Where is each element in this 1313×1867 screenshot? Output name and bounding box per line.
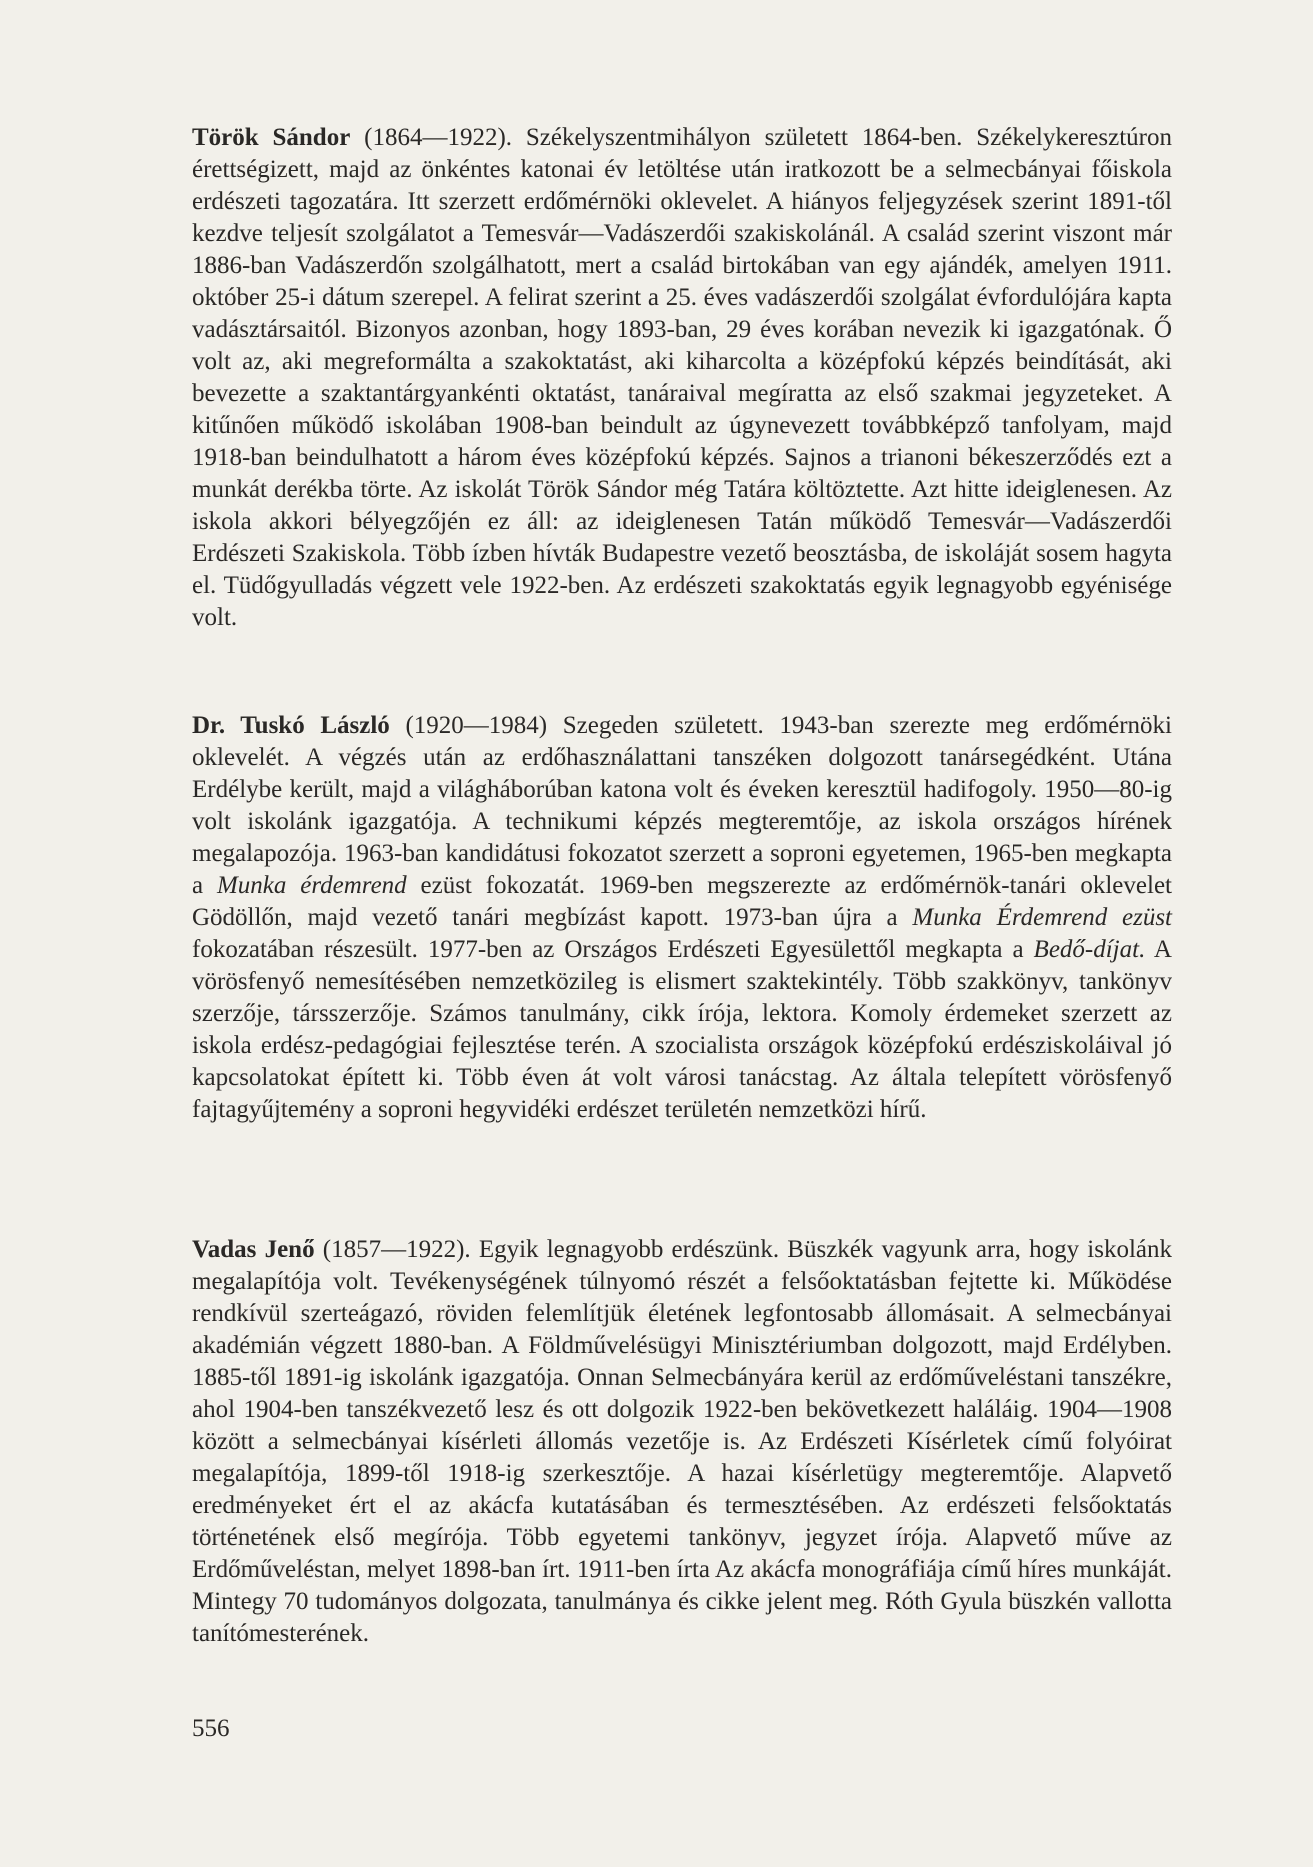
entry-text: (1857—1922). Egyik legnagyobb erdészünk. Büszkék vagyunk arra, hogy iskolánk megalapítója volt. Tevékenységének túlnyomó részét a felsőoktatásban fejtette ki. Működése rendkívül szerteágazó, röviden felemlítjük életének legfontosabb állomásait. A selmecbányai akadémián végzett 1880-ban. A Földművelésügyi Minisztériumban dolgozott, majd Erdélyben. 1885-től 1891-ig iskolánk igazgatója. Onnan Selmecbányára kerül az erdőműveléstani tanszékre, ahol 1904-ben tanszékvezető lesz és ott dolgozik 1922-ben bekövetkezett haláláig. 1904—1908 között a selmecbányai kísérleti állomás vezetője is. Az Erdészeti Kísérletek című folyóirat megalapítója, 1899-től 1918-ig szerkesztője. A hazai kísérletügy megteremtője. Alapvető eredményeket ért el az akácfa kutatásában és termesztésében. Az erdészeti felsőoktatás történetének első megírója. Több egyetemi tankönyv, jegyzet írója. Alapvető műve az Erdőműveléstan, melyet 1898-ban írt. 1911-ben írta Az akácfa monográfiája című híres munkáját. Mintegy 70 tudományos dolgozata, tanulmánya és cikke jelent meg. Róth Gyula büszkén vallotta tanítómesterének. [192,1236,1172,1647]
entry-name: Dr. Tuskó László [192,712,390,739]
entry-text: (1920—1984) Szegeden született. 1943-ban szerezte meg erdőmérnöki oklevelét. A végzés után az erdőhasználattani tanszéken dolgozott tanársegédként. Utána Erdélybe került, majd a világháborúban katona volt és éveken keresztül hadifogoly. 1950—80-ig volt iskolánk igazgatója. A technikumi képzés megteremtője, az iskola országos hírének megalapozója. 1963-ban kandidátusi fokozatot szerzett a soproni egyetemen, 1965-ben megkapta a [192,712,1172,899]
biography-entry-torok-sandor [192,122,1172,634]
entry-text: fokozatában részesült. 1977-ben az Országos Erdészeti Egyesülettől megkapta a [192,936,1034,963]
entry-name: Vadas Jenő [192,1236,315,1263]
biography-entry-tusko-laszlo [192,710,1172,1126]
entry-text: (1864—1922). Székelyszentmihályon született 1864-ben. Székelykeresztúron érettségizett, majd az önkéntes katonai év letöltése után iratkozott be a selmecbányai főiskola erdészeti tagozatára. Itt szerzett erdőmérnöki oklevelet. A hiányos feljegyzések szerint 1891-től kezdve teljesít szolgálatot a Temesvár—Vadászerdői szakiskolánál. A család szerint viszont már 1886-ban Vadászerdőn szolgálhatott, mert a család birtokában van egy ajándék, amelyen 1911. október 25-i dátum szerepel. A felirat szerint a 25. éves vadászerdői szolgálat évfordulójára kapta vadásztársaitól. Bizonyos azonban, hogy 1893-ban, 29 éves korában nevezik ki igazgatónak. Ő volt az, aki megreformálta a szakoktatást, aki kiharcolta a középfokú képzés beindítását, aki bevezette a szaktantárgyankénti oktatást, tanáraival megíratta az első szakmai jegyzeteket. A kitűnően működő iskolában 1908-ban beindult az úgynevezett továbbképző tanfolyam, majd 1918-ban beindulhatott a három éves középfokú képzés. Sajnos a trianoni békeszerződés ezt a munkát derékba törte. Az iskolát Török Sándor még Tatára költöztette. Azt hitte ideiglenesen. Az iskola akkori bélyegzőjén ez áll: az ideiglenesen Tatán működő Temesvár—Vadászerdői Erdészeti Szakiskola. Több ízben hívták Budapestre vezető beosztásba, de iskoláját sosem hagyta el. Tüdőgyulladás végzett vele 1922-ben. Az erdészeti szakoktatás egyik legnagyobb egyénisége volt. [192,124,1172,631]
entry-name: Török Sándor [192,124,351,151]
award-name-italic: Munka Érdemrend ezüst [912,904,1172,931]
award-name-italic: Munka érdemrend [216,872,407,899]
entry-text: A vörösfenyő nemesítésében nemzetközileg is elismert szaktekintély. Több szakkönyv, tankönyv szerzője, társszerzője. Számos tanulmány, cikk írója, lektora. Komoly érdemeket szerzett az iskola erdész-pedagógiai fejlesztése terén. A szocialista országok középfokú erdésziskoláival jó kapcsolatokat épített ki. Több éven át volt városi tanácstag. Az általa telepített vörösfenyő fajtagyűjtemény a soproni hegyvidéki erdészet területén nemzetközi hírű. [192,936,1172,1123]
award-name-italic: Bedő-díjat. [1033,936,1146,963]
biography-entry-vadas-jeno [192,1234,1172,1650]
entry-text: ezüst fokozatát. 1969-ben megszerezte az erdőmérnök-tanári oklevelet Gödöllőn, majd vezető tanári megbízást kapott. 1973-ban újra a [192,872,1172,931]
page-number: 556 [192,1715,230,1742]
